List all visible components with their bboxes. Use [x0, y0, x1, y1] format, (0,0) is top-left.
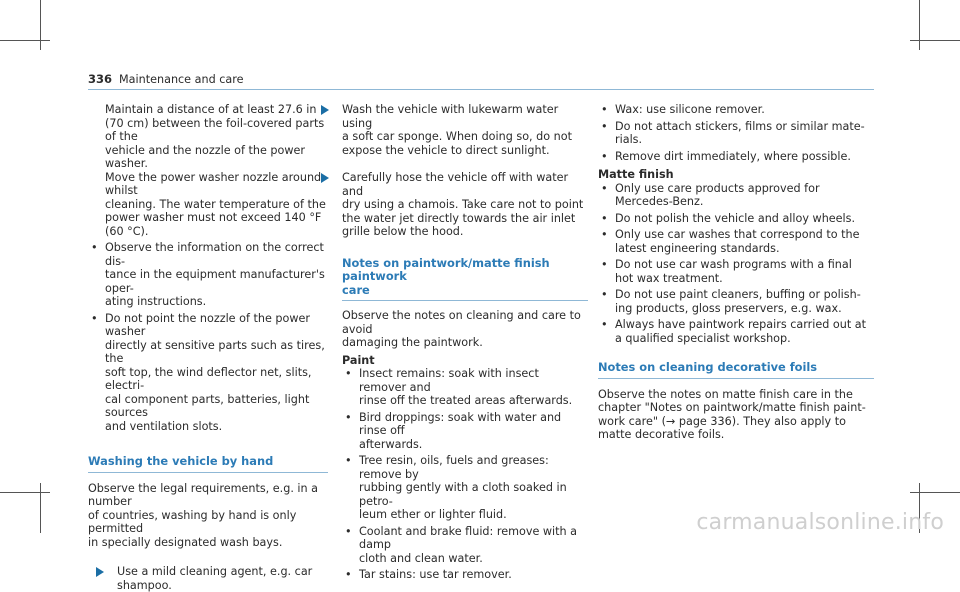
- paint-label: Paint: [342, 353, 375, 367]
- text-line: Move the power washer nozzle around whilst: [105, 170, 322, 197]
- text-line: Carefully hose the vehicle off with water and: [342, 171, 569, 198]
- intro-paragraph: [88, 103, 328, 238]
- list-item: [598, 288, 874, 315]
- bullet-icon: •: [345, 367, 352, 380]
- list-item: [598, 120, 874, 147]
- text-line: Insect remains: soak with insect remover and: [359, 367, 539, 394]
- section-heading: Washing the vehicle by hand: [88, 455, 328, 473]
- crop-mark: [40, 0, 41, 50]
- watermark: carmanualsonline.info: [696, 509, 944, 535]
- bullet-icon: •: [345, 568, 352, 581]
- text-line: Wash the vehicle with lukewarm water using: [342, 103, 559, 130]
- text-line: (70 cm) between the foil-covered parts of the: [105, 116, 325, 143]
- column-3: [598, 103, 874, 442]
- list-item: [598, 318, 874, 345]
- list-item: [598, 212, 874, 226]
- text-line: Notes on paintwork/matte finish paintwork: [342, 255, 550, 283]
- text-line: rinse off the treated areas afterwards.: [359, 394, 573, 407]
- text-line: Coolant and brake fluid: remove with a damp: [359, 524, 578, 551]
- text-line: cleaning. The water temperature of the: [105, 197, 326, 211]
- text-line: Do not attach stickers, films or similar mate-: [615, 119, 865, 133]
- section-heading: [342, 257, 588, 302]
- text-line: a soft car sponge. When doing so, do not: [342, 130, 572, 143]
- text-line: rubbing gently with a cloth soaked in petro-: [359, 481, 567, 508]
- text-line: power washer must not exceed 140 °F: [105, 211, 322, 224]
- column-1: [88, 103, 328, 592]
- bullet-icon: •: [345, 410, 352, 424]
- text-line: cal component parts, batteries, light sources: [105, 392, 310, 419]
- text-line: rials.: [615, 133, 643, 146]
- list-item: [598, 150, 874, 164]
- text-line: Remove dirt immediately, where possible.: [615, 149, 851, 163]
- crop-mark: [0, 492, 50, 493]
- matte-label: Matte finish: [598, 168, 674, 181]
- paint-list: [342, 367, 588, 582]
- text-line: the water jet directly towards the air inlet: [342, 211, 576, 225]
- text-line: a qualified specialist workshop.: [615, 331, 791, 345]
- list-item: [342, 367, 588, 408]
- text-line: cloth and clean water.: [359, 551, 483, 565]
- section-text: [342, 309, 588, 350]
- crop-mark: [0, 40, 50, 41]
- text-line: Observe the notes on cleaning and care to avoid: [342, 309, 581, 336]
- section-text: [88, 482, 328, 550]
- text-line: Bird droppings: soak with water and rinse off: [359, 410, 562, 437]
- text-line: damaging the paintwork.: [342, 336, 483, 349]
- bullet-icon: •: [91, 241, 98, 254]
- text-line: work care" (→ page 336). They also apply to: [598, 414, 846, 428]
- text-line: Only use care products approved for: [615, 181, 820, 195]
- bullet-icon: •: [601, 119, 608, 133]
- text-line: Do not point the nozzle of the power washer: [105, 311, 310, 338]
- text-line: tance in the equipment manufacturer's oper-: [105, 268, 325, 295]
- crop-mark: [40, 483, 41, 533]
- text-line: Do not use paint cleaners, buffing or polish-: [615, 288, 861, 301]
- text-line: care: [342, 282, 370, 297]
- text-line: grille below the hood.: [342, 225, 464, 238]
- text-line: in specially designated wash bays.: [88, 535, 283, 549]
- bullet-icon: •: [601, 211, 608, 225]
- text-line: leum ether or lighter fluid.: [359, 508, 507, 521]
- text-line: directly at sensitive parts such as tires, the: [105, 338, 325, 365]
- list-item: [88, 241, 328, 309]
- text-line: chapter "Notes on paintwork/matte finish paint-: [598, 401, 866, 414]
- column-2: [313, 103, 588, 582]
- page-title: Maintenance and care: [119, 73, 244, 86]
- page-number: 336: [88, 72, 113, 86]
- bullet-icon: •: [601, 149, 608, 163]
- section-text: [598, 388, 874, 442]
- bullet-icon: •: [601, 228, 608, 241]
- text-line: hot wax treatment.: [615, 271, 723, 285]
- instruction-step: [88, 565, 328, 592]
- bullet-icon: •: [601, 181, 608, 195]
- text-line: and ventilation slots.: [105, 419, 223, 433]
- text-line: Always have paintwork repairs carried out at: [615, 318, 867, 331]
- text-line: Maintain a distance of at least 27.6 in: [105, 103, 317, 116]
- crop-mark: [910, 492, 960, 493]
- text-line: Tar stains: use tar remover.: [359, 568, 512, 581]
- list-item: [598, 258, 874, 285]
- instruction-step: [313, 103, 588, 157]
- text-line: Tree resin, oils, fuels and greases: remove by: [359, 454, 549, 481]
- crop-mark: [910, 40, 960, 41]
- bullet-icon: •: [91, 311, 98, 325]
- text-line: latest engineering standards.: [615, 241, 780, 255]
- bullet-icon: •: [601, 103, 608, 116]
- text-line: Observe the notes on matte finish care in the: [598, 387, 853, 401]
- text-line: matte decorative foils.: [598, 428, 725, 441]
- text-line: ating instructions.: [105, 295, 207, 308]
- page-header: [88, 73, 874, 90]
- text-line: ing products, gloss preservers, e.g. wax.: [615, 301, 842, 315]
- text-line: Do not polish the vehicle and alloy wheels.: [615, 211, 856, 225]
- text-line: of countries, washing by hand is only permitted: [88, 508, 297, 535]
- text-line: Only use car washes that correspond to the: [615, 228, 860, 241]
- text-line: soft top, the wind deflector net, slits, electri-: [105, 365, 312, 392]
- instruction-step: [313, 171, 588, 239]
- list-item: [598, 103, 874, 117]
- text-line: Mercedes-Benz.: [615, 195, 704, 208]
- text-line: Observe the information on the correct dis-: [105, 241, 324, 268]
- bullet-icon: •: [345, 524, 352, 538]
- text-line: Wax: use silicone remover.: [615, 103, 765, 116]
- bullet-icon: •: [601, 318, 608, 331]
- text-line: Observe the legal requirements, e.g. in a number: [88, 481, 319, 508]
- text-line: Do not use car wash programs with a final: [615, 258, 852, 271]
- text-line: (60 °C).: [105, 224, 149, 238]
- text-line: expose the vehicle to direct sunlight.: [342, 143, 550, 157]
- text-line: Use a mild cleaning agent, e.g. car shampoo.: [117, 565, 313, 592]
- list-item: [342, 525, 588, 566]
- bullet-icon: •: [601, 258, 608, 271]
- step-arrow-icon: [321, 105, 329, 115]
- list-item: [598, 228, 874, 255]
- text-line: vehicle and the nozzle of the power washer.: [105, 143, 305, 170]
- bullet-icon: •: [345, 454, 352, 467]
- step-arrow-icon: [96, 567, 104, 577]
- text-line: dry using a chamois. Take care not to point: [342, 198, 584, 211]
- text-line: afterwards.: [359, 437, 423, 451]
- bullet-icon: •: [601, 288, 608, 301]
- list-item: [598, 182, 874, 209]
- list-item: [342, 411, 588, 452]
- crop-mark: [919, 0, 920, 50]
- list-item: [342, 568, 588, 582]
- list-item: [342, 454, 588, 522]
- list-item: [88, 312, 328, 434]
- section-heading: Notes on cleaning decorative foils: [598, 361, 874, 379]
- step-arrow-icon: [321, 173, 329, 183]
